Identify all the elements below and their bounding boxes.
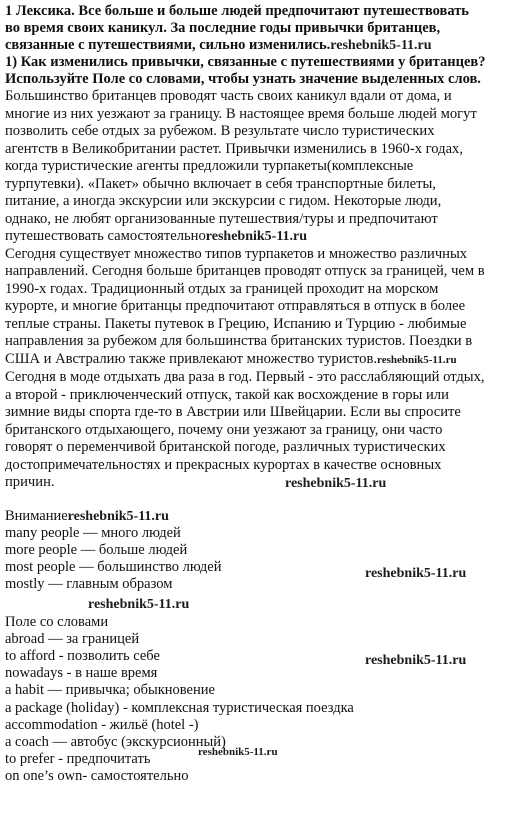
watermark: reshebnik5-11.ru — [88, 596, 190, 612]
text-line: однако, не любят организованные путешествия/туры и предпочитают — [5, 210, 438, 227]
question-line: 1) Как изменились привычки, связанные с путешествиями у британцев? — [5, 54, 486, 70]
watermark: reshebnik5-11.ru — [330, 38, 432, 53]
text-line: зимние виды спорта где-то в Австрии или Швейцарии. Если вы спросите — [5, 404, 461, 420]
text-line: многие из них уезжают за границу. В настоящее время больше людей могут — [5, 105, 477, 122]
word-box-item: to prefer - предпочитать — [5, 751, 151, 768]
attention-item: most people — большинство людей — [5, 559, 222, 576]
word-box-item: on one’s own- самостоятельно — [5, 768, 189, 785]
text-line: достопримечательностях и прекрасных курортах в качестве основных — [5, 456, 442, 473]
attention-item: more people — больше людей — [5, 541, 188, 558]
attention-title: Внимание — [5, 507, 68, 524]
word-box-item: a package (holiday) - комплексная туристическая поездка — [5, 699, 354, 716]
attention-title-row — [5, 508, 519, 525]
watermark: reshebnik5-11.ru — [365, 652, 467, 668]
text-line: курорте, и многие британцы предпочитают отправляться в отпуск в более — [5, 298, 466, 314]
section-heading — [5, 3, 519, 88]
text-line: Сегодня в моде отдыхать два раза в год. Первый - это расслабляющий отдых, — [5, 369, 485, 385]
text-line: питание, а иногда экскурсии или экскурсии с гидом. Некоторые люди, — [5, 193, 442, 209]
word-box-item: a coach — автобус (экскурсионный) — [5, 733, 226, 750]
watermark: reshebnik5-11.ru — [365, 565, 467, 581]
text-line: теплые страны. Пакеты путевок в Грецию, Испанию и Турцию - любимые — [5, 315, 467, 332]
text-line: направлений. Сегодня больше британцев проводят отпуск за границей, чем в — [5, 263, 485, 279]
heading-line — [5, 37, 519, 54]
text-line: британского отдыхающего, почему они уезжают за границу, они часто — [5, 421, 443, 438]
word-box-item: a habit — привычка; обыкновение — [5, 682, 215, 699]
attention-box — [5, 508, 519, 594]
watermark: reshebnik5-11.ru — [285, 476, 387, 491]
text-line — [5, 474, 519, 492]
paragraph-3 — [5, 369, 519, 492]
text-line: позволить себе отдых за рубежом. В результате число туристических — [5, 123, 435, 139]
document-page — [5, 3, 519, 786]
text-line: направления за рубежом для большинства британских туристов. Поездки в — [5, 333, 473, 349]
word-box-item: accommodation - жильё (hotel -) — [5, 716, 199, 733]
attention-item: mostly — главным образом — [5, 576, 173, 593]
text-line: а второй - приключенческий отпуск, такой как восхождение в горы или — [5, 386, 449, 403]
text-line — [5, 228, 519, 246]
watermark: reshebnik5-11.ru — [67, 508, 169, 524]
word-box-item: nowadays - в наше время — [5, 665, 158, 682]
text-line: турпутевки). «Пакет» обычно включает в себя транспортные билеты, — [5, 175, 436, 192]
paragraph-1 — [5, 88, 519, 246]
watermark: reshebnik5-11.ru — [377, 353, 457, 366]
text-line-content: путешествовать самостоятельно — [5, 228, 206, 244]
word-box-item: to afford - позволить себе — [5, 647, 160, 664]
word-box-title: Поле со словами — [5, 613, 109, 630]
text-line: Сегодня существует множество типов турпакетов и множество различных — [5, 245, 468, 262]
question-line: Используйте Поле со словами, чтобы узнать значение выделенных слов. — [5, 71, 481, 87]
text-line: Большинство британцев проводят часть своих каникул вдали от дома, и — [5, 88, 452, 104]
heading-line-text: связанные с путешествиями, сильно изменились. — [5, 37, 331, 53]
watermark: reshebnik5-11.ru — [198, 745, 278, 758]
text-line: когда туристические агенты предложили турпакеты(комплексные — [5, 158, 414, 174]
paragraph-2 — [5, 246, 519, 370]
watermark-row — [5, 594, 519, 614]
word-box — [5, 614, 519, 786]
text-line — [5, 351, 519, 370]
heading-line: 1 Лексика. Все больше и больше людей предпочитают путешествовать — [5, 3, 469, 19]
attention-item: many people — много людей — [5, 524, 181, 541]
text-line-content: причин. — [5, 474, 55, 490]
text-line: 1990-х годах. Традиционный отдых за границей проходит на морском — [5, 280, 439, 297]
heading-line: во время своих каникул. За последние годы привычки британцев, — [5, 20, 441, 36]
watermark: reshebnik5-11.ru — [205, 229, 308, 244]
spacer — [5, 492, 519, 508]
text-line: говорят о переменчивой британской погоде, различных туристических — [5, 439, 446, 455]
word-box-item: abroad — за границей — [5, 630, 140, 647]
text-line-content: США и Австралию также привлекают множество туристов. — [5, 350, 378, 367]
text-line: агентств в Великобритании растет. Привычки изменились в 1960-х годах, — [5, 140, 464, 157]
